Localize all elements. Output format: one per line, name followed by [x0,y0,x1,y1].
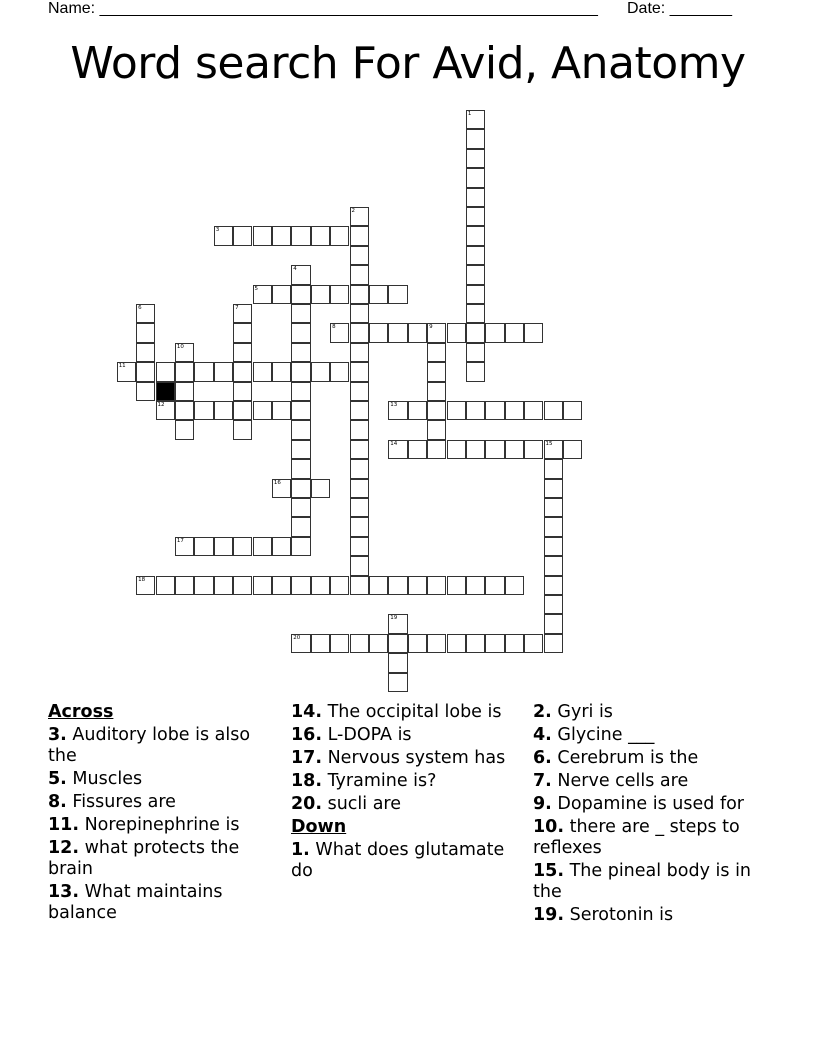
grid-cell[interactable] [253,285,272,304]
grid-cell[interactable] [350,556,369,575]
grid-cell[interactable] [427,634,446,653]
grid-cell[interactable] [350,265,369,284]
grid-cell[interactable] [233,576,252,595]
grid-cell[interactable] [291,498,310,517]
grid-cell[interactable] [330,285,349,304]
clue-item [533,702,769,723]
grid-cell[interactable] [388,285,407,304]
grid-cell[interactable] [330,634,349,653]
grid-cell[interactable] [175,382,194,401]
grid-cell[interactable] [350,440,369,459]
clue-number-label: 16 [273,479,281,486]
grid-cell[interactable] [350,634,369,653]
grid-cell[interactable] [350,420,369,439]
grid-cell[interactable] [117,362,136,381]
clue-text: Auditory lobe is also the [48,725,251,766]
clue-number-label: 12 [157,402,165,408]
grid-cell[interactable] [563,401,582,420]
grid-cell[interactable] [485,634,504,653]
grid-cell[interactable] [447,634,466,653]
clue-number: 6. [533,748,552,768]
grid-cell[interactable] [447,440,466,459]
grid-cell[interactable] [524,323,543,342]
grid-cell[interactable] [350,479,369,498]
grid-cell[interactable] [291,576,310,595]
grid-cell[interactable] [466,110,485,129]
grid-cell[interactable] [272,401,291,420]
clue-item [533,817,769,859]
grid-cell[interactable] [156,362,175,381]
clue-text: there are _ steps to reflexes [533,817,740,858]
grid-cell[interactable] [194,537,213,556]
grid-cell[interactable] [291,459,310,478]
clue-number: 13. [48,882,80,902]
clue-item [533,794,769,815]
grid-cell[interactable] [136,323,155,342]
grid-cell[interactable] [466,401,485,420]
clue-number-label: 13 [390,402,398,408]
grid-cell[interactable] [253,226,272,245]
grid-cell[interactable] [350,285,369,304]
grid-cell[interactable] [272,362,291,381]
grid-cell[interactable] [447,576,466,595]
grid-cell[interactable] [388,634,407,653]
clue-text: Fissures are [72,792,176,812]
grid-cell[interactable] [408,440,427,459]
clue-number-label: 2 [351,208,355,214]
grid-cell[interactable] [291,285,310,304]
grid-cell[interactable] [272,576,291,595]
grid-cell[interactable] [408,323,427,342]
grid-cell[interactable] [369,576,388,595]
clue-number-label: 7 [235,305,239,311]
clue-item [48,838,284,880]
clue-item [291,771,527,792]
grid-cell[interactable] [408,576,427,595]
clue-text: Norepinephrine is [84,815,240,835]
grid-cell[interactable] [311,634,330,653]
clue-number: 9. [533,794,552,814]
grid-cell[interactable] [136,576,155,595]
grid-cell[interactable] [563,440,582,459]
clue-number-label: 15 [545,440,553,447]
grid-cell[interactable] [291,634,310,653]
grid-cell[interactable] [272,226,291,245]
grid-cell[interactable] [214,576,233,595]
grid-cell[interactable] [505,576,524,595]
grid-cell[interactable] [214,226,233,245]
grid-cell[interactable] [350,459,369,478]
grid-cell[interactable] [175,362,194,381]
grid-cell[interactable] [427,576,446,595]
grid-cell[interactable] [350,576,369,595]
grid-cell[interactable] [136,304,155,323]
clue-number-label: 14 [390,440,398,447]
grid-cell[interactable] [466,226,485,245]
grid-cell[interactable] [311,362,330,381]
grid-cell[interactable] [136,362,155,381]
grid-cell[interactable] [175,343,194,362]
grid-cell[interactable] [350,246,369,265]
grid-cell[interactable] [291,226,310,245]
grid-cell[interactable] [194,362,213,381]
clue-number-label: 17 [176,537,184,544]
grid-cell[interactable] [388,576,407,595]
clue-number-label: 5 [254,285,258,292]
clue-number-label: 4 [293,266,297,273]
clue-item [291,725,527,746]
grid-cell[interactable] [466,265,485,284]
grid-cell[interactable] [291,343,310,362]
grid-cell[interactable] [311,226,330,245]
clue-text: what protects the brain [48,838,240,879]
grid-cell[interactable] [253,537,272,556]
grid-cell[interactable] [544,517,563,536]
grid-cell[interactable] [214,401,233,420]
grid-cell[interactable] [466,343,485,362]
grid-cell[interactable] [350,207,369,226]
grid-cell[interactable] [485,440,504,459]
clue-item [48,792,284,813]
grid-cell[interactable] [350,498,369,517]
grid-cell[interactable] [136,382,155,401]
grid-cell[interactable] [233,420,252,439]
grid-cell[interactable] [291,304,310,323]
grid-cell[interactable] [466,440,485,459]
grid-cell[interactable] [175,576,194,595]
grid-cell[interactable] [544,537,563,556]
grid-cell[interactable] [350,362,369,381]
grid-cell[interactable] [524,634,543,653]
grid-cell[interactable] [156,576,175,595]
grid-cell[interactable] [291,420,310,439]
grid-cell[interactable] [253,576,272,595]
clue-item [291,702,527,723]
grid-cell[interactable] [466,168,485,187]
grid-cell[interactable] [427,382,446,401]
clue-number: 8. [48,792,67,812]
grid-cell[interactable] [388,653,407,672]
grid-cell[interactable] [311,285,330,304]
clue-number: 3. [48,725,67,745]
clue-text: The pineal body is in the [533,861,752,902]
grid-cell[interactable] [388,401,407,420]
clue-number-label: 6 [138,305,142,311]
clue-number: 19. [533,905,565,925]
grid-cell[interactable] [233,226,252,245]
grid-cell[interactable] [214,362,233,381]
grid-cell[interactable] [175,537,194,556]
black-cell [156,382,175,401]
clue-item [533,748,769,769]
clue-number: 4. [533,725,552,745]
grid-cell[interactable] [350,304,369,323]
grid-cell[interactable] [253,401,272,420]
grid-cell[interactable] [544,498,563,517]
clue-number-label: 18 [138,576,146,583]
grid-cell[interactable] [272,479,291,498]
grid-cell[interactable] [427,420,446,439]
clue-number-label: 20 [293,634,301,641]
grid-cell[interactable] [233,323,252,342]
grid-cell[interactable] [311,576,330,595]
grid-cell[interactable] [233,343,252,362]
grid-cell[interactable] [544,556,563,575]
grid-cell[interactable] [350,401,369,420]
grid-cell[interactable] [544,634,563,653]
clue-item [48,815,284,836]
grid-cell[interactable] [350,323,369,342]
grid-cell[interactable] [350,537,369,556]
page-title: Word search For Avid, Anatomy [70,38,746,89]
clue-number: 11. [48,815,80,835]
grid-cell[interactable] [291,265,310,284]
grid-cell[interactable] [544,576,563,595]
grid-cell[interactable] [466,246,485,265]
clue-number-label: 8 [332,324,336,331]
grid-cell[interactable] [427,343,446,362]
grid-cell[interactable] [388,323,407,342]
grid-cell[interactable] [233,401,252,420]
grid-cell[interactable] [253,362,272,381]
clue-number: 18. [291,771,323,791]
grid-cell[interactable] [485,576,504,595]
grid-cell[interactable] [291,537,310,556]
clue-text: L-DOPA is [327,725,412,745]
clue-item [291,748,527,769]
clue-text: Nerve cells are [557,771,689,791]
grid-cell[interactable] [272,537,291,556]
grid-cell[interactable] [330,226,349,245]
grid-cell[interactable] [505,323,524,342]
clue-number: 17. [291,748,323,768]
grid-cell[interactable] [291,362,310,381]
grid-cell[interactable] [427,362,446,381]
grid-cell[interactable] [291,479,310,498]
clues-column-1 [48,702,284,926]
clue-number-label: 19 [390,615,398,622]
grid-cell[interactable] [136,343,155,362]
clue-item [48,769,284,790]
grid-cell[interactable] [272,285,291,304]
grid-cell[interactable] [544,459,563,478]
grid-cell[interactable] [505,440,524,459]
down-heading: Down [291,817,347,837]
grid-cell[interactable] [194,576,213,595]
clue-item [533,771,769,792]
clue-text: Dopamine is used for [557,794,745,814]
grid-cell[interactable] [427,401,446,420]
across-heading: Across [48,702,114,722]
clue-number-label: 3 [215,227,220,234]
clue-number: 12. [48,838,80,858]
grid-cell[interactable] [350,226,369,245]
clue-text: Gyri is [557,702,613,722]
clue-item [48,725,284,767]
grid-cell[interactable] [544,479,563,498]
clue-number-label: 1 [467,111,472,117]
grid-cell[interactable] [466,149,485,168]
clue-number: 7. [533,771,552,791]
grid-cell[interactable] [388,673,407,692]
grid-cell[interactable] [466,634,485,653]
clue-number-label: 10 [176,343,184,350]
grid-cell[interactable] [233,304,252,323]
grid-cell[interactable] [330,362,349,381]
grid-cell[interactable] [427,440,446,459]
clue-text: Glycine ___ [557,725,655,745]
clue-text: The occipital lobe is [327,702,502,722]
clue-item [291,794,527,815]
clue-number-label: 9 [429,324,433,331]
clue-item [533,861,769,903]
clue-number: 5. [48,769,67,789]
grid-cell[interactable] [466,188,485,207]
grid-cell[interactable] [291,323,310,342]
grid-cell[interactable] [447,401,466,420]
grid-cell[interactable] [350,517,369,536]
clue-text: What maintains balance [48,882,223,923]
clue-number: 10. [533,817,565,837]
date-field-label: Date: _______ [627,0,732,17]
grid-cell[interactable] [156,401,175,420]
grid-cell[interactable] [369,285,388,304]
grid-cell[interactable] [330,323,349,342]
grid-cell[interactable] [485,323,504,342]
clue-number: 14. [291,702,323,722]
clue-item [533,905,769,926]
grid-cell[interactable] [447,323,466,342]
grid-cell[interactable] [485,401,504,420]
grid-cell[interactable] [408,634,427,653]
grid-cell[interactable] [291,440,310,459]
grid-cell[interactable] [524,440,543,459]
grid-cell[interactable] [466,362,485,381]
grid-cell[interactable] [350,343,369,362]
clue-text: Tyramine is? [327,771,437,791]
clue-item [291,840,527,882]
grid-cell[interactable] [544,401,563,420]
grid-cell[interactable] [233,362,252,381]
clue-number: 20. [291,794,323,814]
clue-text: Cerebrum is the [557,748,699,768]
grid-cell[interactable] [524,401,543,420]
grid-cell[interactable] [466,285,485,304]
clue-number: 1. [291,840,310,860]
grid-cell[interactable] [194,401,213,420]
clues-column-3 [533,702,769,928]
grid-cell[interactable] [466,576,485,595]
clue-text: Serotonin is [569,905,674,925]
grid-cell[interactable] [544,614,563,633]
grid-cell[interactable] [291,401,310,420]
grid-cell[interactable] [505,401,524,420]
grid-cell[interactable] [466,323,485,342]
grid-cell[interactable] [369,634,388,653]
clue-number: 15. [533,861,565,881]
grid-cell[interactable] [466,304,485,323]
clues-column-2 [291,702,527,884]
grid-cell[interactable] [175,420,194,439]
grid-cell[interactable] [175,401,194,420]
grid-cell[interactable] [544,595,563,614]
grid-cell[interactable] [291,517,310,536]
clue-item [533,725,769,746]
name-field-label: Name: ________________________________________________________ [48,0,598,17]
clue-text: What does glutamate do [291,840,505,881]
clue-number-label: 11 [118,363,126,370]
clue-number: 16. [291,725,323,745]
grid-cell[interactable] [369,323,388,342]
grid-cell[interactable] [388,614,407,633]
grid-cell[interactable] [505,634,524,653]
grid-cell[interactable] [233,537,252,556]
grid-cell[interactable] [214,537,233,556]
grid-cell[interactable] [388,440,407,459]
clue-text: Muscles [72,769,143,789]
grid-cell[interactable] [330,576,349,595]
grid-cell[interactable] [408,401,427,420]
grid-cell[interactable] [291,382,310,401]
clue-number: 2. [533,702,552,722]
grid-cell[interactable] [466,207,485,226]
grid-cell[interactable] [544,440,563,459]
clue-item [48,882,284,924]
grid-cell[interactable] [233,382,252,401]
grid-cell[interactable] [466,129,485,148]
grid-cell[interactable] [311,479,330,498]
grid-cell[interactable] [350,382,369,401]
grid-cell[interactable] [427,323,446,342]
clue-text: Nervous system has [327,748,506,768]
clue-text: sucli are [327,794,402,814]
